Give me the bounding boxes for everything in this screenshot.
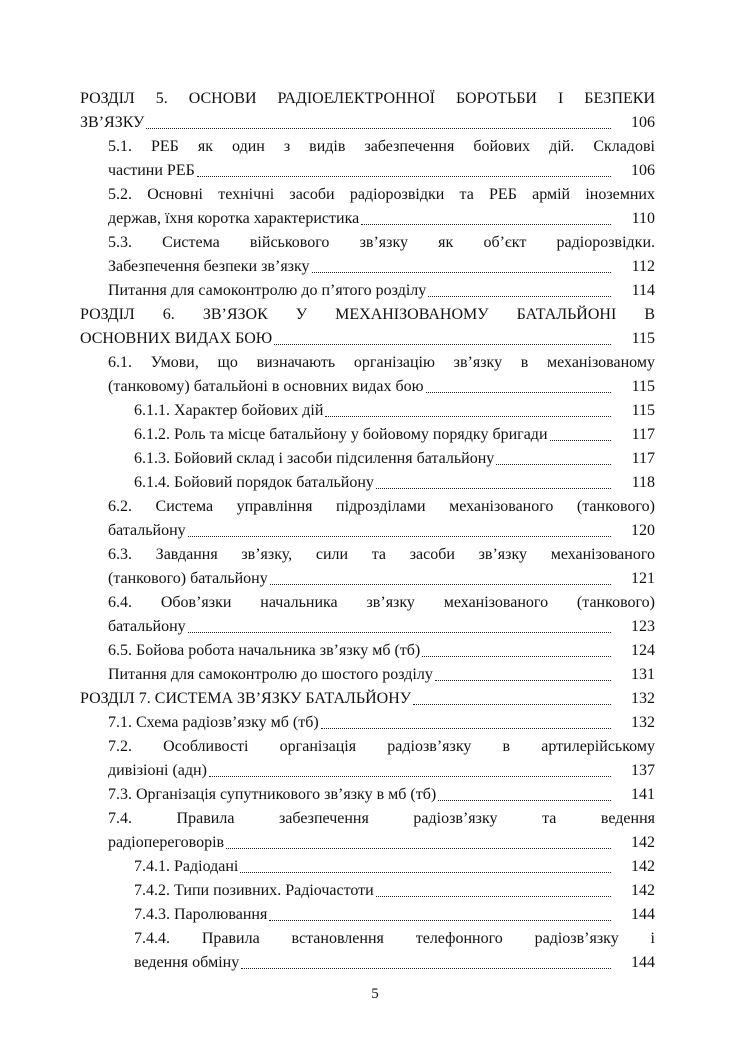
toc-subsection[interactable] bbox=[80, 924, 655, 972]
toc-page-number: 144 bbox=[631, 954, 655, 971]
dot-leader bbox=[270, 584, 611, 585]
toc-line bbox=[134, 948, 655, 972]
toc-page-number: 106 bbox=[631, 114, 655, 131]
toc-title-text: РОЗДІЛ 5. ОСНОВИ РАДІОЕЛЕКТРОННОЇ БОРОТЬБИ І БЕЗПЕКИ bbox=[80, 90, 655, 107]
toc-section[interactable] bbox=[80, 732, 655, 780]
toc-line bbox=[108, 252, 655, 276]
toc-title-text: батальйону bbox=[108, 522, 186, 539]
toc-line bbox=[134, 396, 655, 420]
toc-subsection[interactable] bbox=[80, 420, 655, 444]
toc-title-text: 6.3. Завдання зв’язку, сили та засоби зв’язку механізованого bbox=[108, 546, 655, 563]
toc-line bbox=[108, 780, 655, 804]
toc-line bbox=[108, 708, 655, 732]
toc-line bbox=[108, 132, 655, 156]
toc-line bbox=[134, 900, 655, 924]
dot-leader bbox=[428, 296, 611, 297]
toc-line bbox=[134, 924, 655, 948]
table-of-contents bbox=[80, 84, 655, 972]
dot-leader bbox=[312, 272, 611, 273]
toc-title-text: Забезпечення безпеки зв’язку bbox=[108, 258, 310, 275]
dot-leader bbox=[226, 848, 611, 849]
toc-title-text: 7.4. Правила забезпечення радіозв’язку та ведення bbox=[108, 810, 655, 827]
toc-title-text: дивізіоні (адн) bbox=[108, 762, 207, 779]
toc-title-text: 5.3. Система військового зв’язку як об’єкт радіорозвідки. bbox=[108, 234, 655, 251]
toc-title-text: 6.1.2. Роль та місце батальйону у бойовому порядку бригади bbox=[134, 426, 548, 443]
toc-section[interactable] bbox=[80, 132, 655, 180]
dot-leader bbox=[188, 536, 611, 537]
toc-line bbox=[134, 468, 655, 492]
dot-leader bbox=[209, 776, 611, 777]
dot-leader bbox=[550, 440, 611, 441]
toc-title-text: частини РЕБ bbox=[108, 162, 195, 179]
toc-title-text: 6.1.3. Бойовий склад і засоби підсилення батальйону bbox=[134, 450, 495, 467]
toc-title-text: ЗВ’ЯЗКУ bbox=[80, 114, 145, 131]
toc-section[interactable] bbox=[80, 636, 655, 660]
toc-title-text: 7.4.3. Паролювання bbox=[134, 906, 268, 923]
dot-leader bbox=[321, 728, 611, 729]
toc-title-text: ОСНОВНИХ ВИДАХ БОЮ bbox=[80, 330, 273, 347]
toc-page-number: 118 bbox=[631, 474, 655, 491]
toc-line bbox=[108, 540, 655, 564]
toc-line bbox=[80, 108, 655, 132]
toc-title-text: 6.1. Умови, що визначають організацію зв’язку в механізованому bbox=[108, 354, 655, 371]
dot-leader bbox=[325, 416, 611, 417]
toc-section[interactable] bbox=[80, 804, 655, 852]
toc-title-text: (танкового) батальйону bbox=[108, 570, 268, 587]
dot-leader bbox=[146, 128, 611, 129]
toc-title-text: 7.1. Схема радіозв’язку мб (тб) bbox=[108, 714, 319, 731]
toc-line bbox=[108, 372, 655, 396]
toc-subsection[interactable] bbox=[80, 852, 655, 876]
dot-leader bbox=[413, 704, 611, 705]
toc-line bbox=[134, 444, 655, 468]
toc-section[interactable] bbox=[80, 180, 655, 228]
toc-subsection[interactable] bbox=[80, 468, 655, 492]
toc-page-number: 141 bbox=[631, 786, 655, 803]
toc-title-text: РОЗДІЛ 6. ЗВ’ЯЗОК У МЕХАНІЗОВАНОМУ БАТАЛЬЙОНІ В bbox=[80, 306, 655, 323]
dot-leader bbox=[240, 872, 611, 873]
toc-page-number: 131 bbox=[631, 666, 655, 683]
toc-line bbox=[80, 324, 655, 348]
dot-leader bbox=[197, 176, 611, 177]
toc-line bbox=[108, 804, 655, 828]
toc-page-number: 117 bbox=[631, 450, 655, 467]
toc-page-number: 132 bbox=[631, 690, 655, 707]
toc-line bbox=[108, 156, 655, 180]
toc-page-number: 124 bbox=[631, 642, 655, 659]
toc-line bbox=[134, 852, 655, 876]
toc-title-text: 6.1.1. Характер бойових дій bbox=[134, 402, 324, 419]
toc-line bbox=[108, 564, 655, 588]
toc-chapter[interactable] bbox=[80, 684, 655, 708]
dot-leader bbox=[438, 800, 611, 801]
toc-page-number: 115 bbox=[631, 330, 655, 347]
toc-line bbox=[108, 204, 655, 228]
toc-line bbox=[108, 516, 655, 540]
dot-leader bbox=[376, 896, 611, 897]
toc-title-text: 7.4.4. Правила встановлення телефонного радіозв’язку і bbox=[134, 930, 655, 947]
toc-page-number: 142 bbox=[631, 882, 655, 899]
toc-line bbox=[108, 276, 655, 300]
toc-subsection[interactable] bbox=[80, 876, 655, 900]
dot-leader bbox=[274, 344, 611, 345]
toc-title-text: 6.5. Бойова робота начальника зв’язку мб (тб) bbox=[108, 642, 421, 659]
toc-title-text: 7.3. Організація супутникового зв’язку в мб (тб) bbox=[108, 786, 437, 803]
toc-title-text: батальйону bbox=[108, 618, 186, 635]
toc-section[interactable] bbox=[80, 276, 655, 300]
toc-line bbox=[108, 732, 655, 756]
toc-page-number: 120 bbox=[631, 522, 655, 539]
dot-leader bbox=[435, 680, 611, 681]
toc-title-text: Питання для самоконтролю до шостого розділу bbox=[108, 666, 433, 683]
toc-title-text: 7.4.2. Типи позивних. Радіочастоти bbox=[134, 882, 374, 899]
toc-subsection[interactable] bbox=[80, 900, 655, 924]
toc-chapter[interactable] bbox=[80, 300, 655, 348]
dot-leader bbox=[269, 920, 611, 921]
toc-line bbox=[108, 828, 655, 852]
toc-page-number: 137 bbox=[631, 762, 655, 779]
toc-line bbox=[80, 684, 655, 708]
toc-section[interactable] bbox=[80, 228, 655, 276]
toc-line bbox=[108, 228, 655, 252]
toc-line bbox=[134, 420, 655, 444]
toc-title-text: 5.1. РЕБ як один з видів забезпечення бойових дій. Складові bbox=[108, 138, 655, 155]
toc-title-text: держав, їхня коротка характеристика bbox=[108, 210, 360, 227]
toc-title-text: радіопереговорів bbox=[108, 834, 225, 851]
toc-line bbox=[108, 636, 655, 660]
toc-subsection[interactable] bbox=[80, 444, 655, 468]
toc-page-number: 142 bbox=[631, 834, 655, 851]
toc-title-text: 6.4. Обов’язки начальника зв’язку механізованого (танкового) bbox=[108, 594, 655, 611]
dot-leader bbox=[496, 464, 611, 465]
toc-page-number: 142 bbox=[631, 858, 655, 875]
toc-section[interactable] bbox=[80, 348, 655, 396]
toc-page-number: 114 bbox=[631, 282, 655, 299]
toc-line bbox=[108, 180, 655, 204]
toc-chapter[interactable] bbox=[80, 84, 655, 132]
dot-leader bbox=[361, 224, 611, 225]
toc-line bbox=[134, 876, 655, 900]
toc-page-number: 106 bbox=[631, 162, 655, 179]
toc-title-text: 6.2. Система управління підрозділами механізованого (танкового) bbox=[108, 498, 655, 515]
toc-line bbox=[80, 300, 655, 324]
toc-line bbox=[108, 588, 655, 612]
toc-page-number: 123 bbox=[631, 618, 655, 635]
toc-line bbox=[108, 612, 655, 636]
toc-line bbox=[80, 84, 655, 108]
dot-leader bbox=[241, 968, 611, 969]
toc-title-text: РОЗДІЛ 7. СИСТЕМА ЗВ’ЯЗКУ БАТАЛЬЙОНУ bbox=[80, 690, 412, 707]
toc-page-number: 144 bbox=[631, 906, 655, 923]
toc-page-number: 110 bbox=[631, 210, 655, 227]
dot-leader bbox=[376, 488, 611, 489]
toc-subsection[interactable] bbox=[80, 396, 655, 420]
toc-page-number: 115 bbox=[631, 402, 655, 419]
toc-title-text: 5.2. Основні технічні засоби радіорозвідки та РЕБ армій іноземних bbox=[108, 186, 655, 203]
toc-section[interactable] bbox=[80, 588, 655, 636]
toc-title-text: 7.2. Особливості організація радіозв’язку в артилерійському bbox=[108, 738, 655, 755]
toc-section[interactable] bbox=[80, 492, 655, 540]
toc-line bbox=[108, 756, 655, 780]
page-number: 5 bbox=[371, 986, 379, 1002]
dot-leader bbox=[188, 632, 611, 633]
toc-title-text: Питання для самоконтролю до п’ятого розділу bbox=[108, 282, 427, 299]
toc-title-text: (танковому) батальйоні в основних видах бою bbox=[108, 378, 424, 395]
toc-line bbox=[108, 660, 655, 684]
toc-line bbox=[108, 348, 655, 372]
toc-title-text: 6.1.4. Бойовий порядок батальйону bbox=[134, 474, 374, 491]
toc-section[interactable] bbox=[80, 660, 655, 684]
toc-page-number: 115 bbox=[631, 378, 655, 395]
toc-page-number: 132 bbox=[631, 714, 655, 731]
dot-leader bbox=[426, 392, 611, 393]
dot-leader bbox=[422, 656, 611, 657]
toc-page-number: 121 bbox=[631, 570, 655, 587]
toc-title-text: 7.4.1. Радіодані bbox=[134, 858, 239, 875]
toc-page-number: 112 bbox=[631, 258, 655, 275]
toc-title-text: ведення обміну bbox=[134, 954, 240, 971]
toc-line bbox=[108, 492, 655, 516]
toc-section[interactable] bbox=[80, 708, 655, 732]
toc-section[interactable] bbox=[80, 540, 655, 588]
toc-section[interactable] bbox=[80, 780, 655, 804]
toc-page-number: 117 bbox=[631, 426, 655, 443]
